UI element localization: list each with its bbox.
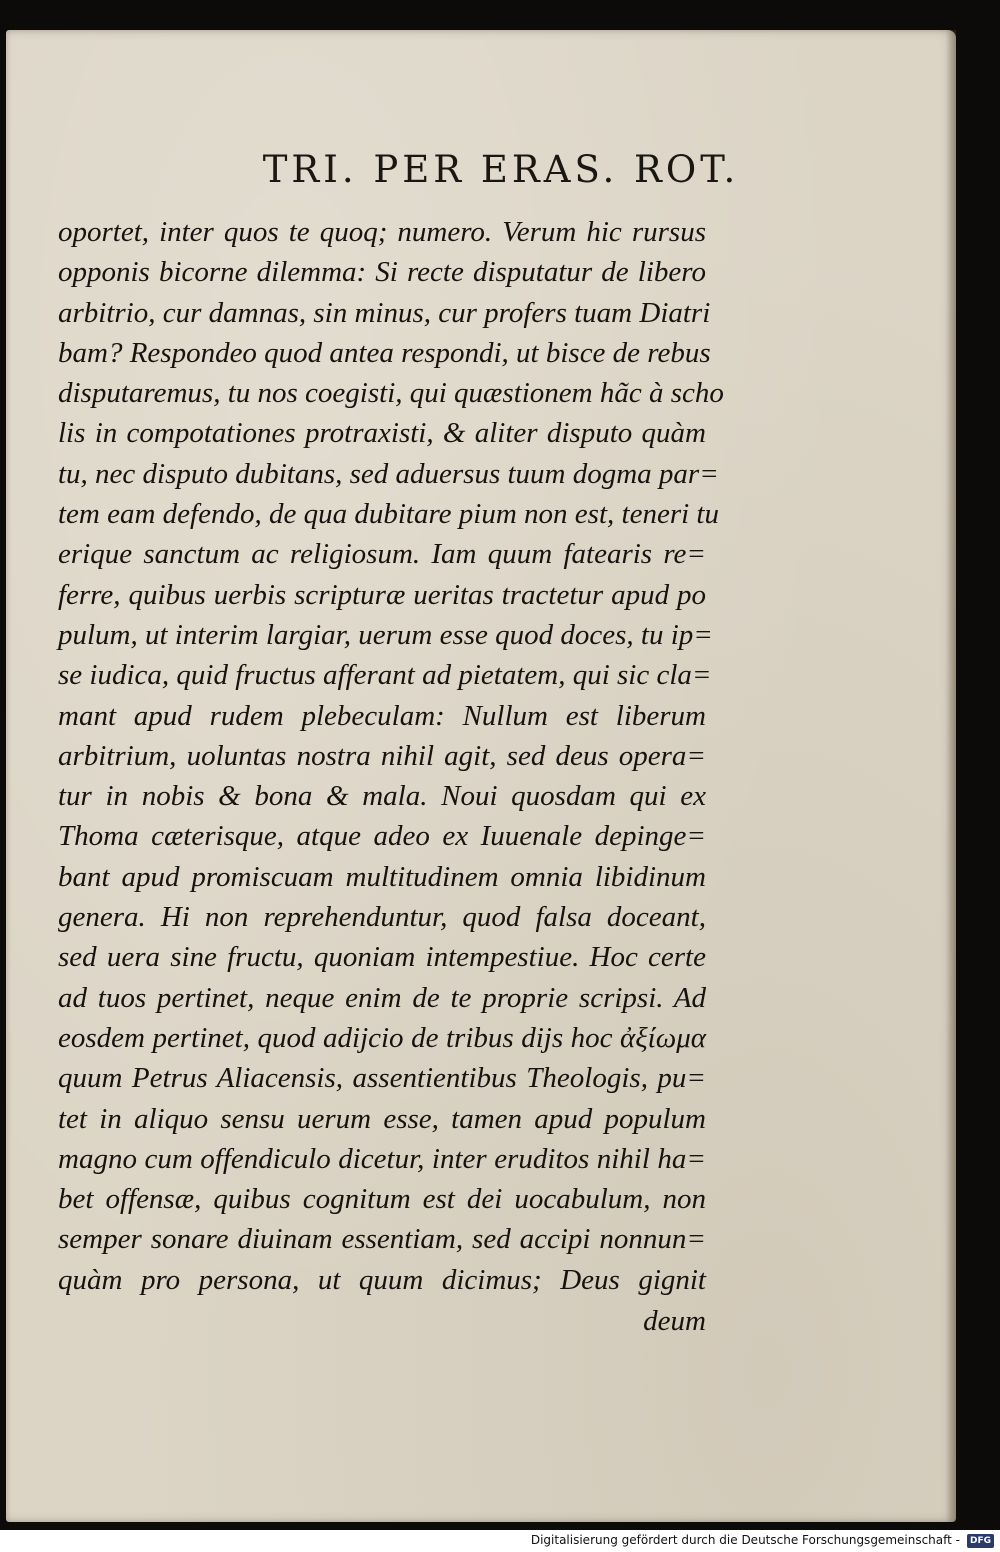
text-line: tu, nec disputo dubitans, sed aduersus tuum dogma par= (58, 457, 719, 490)
text-line: bam? Respondeo quod antea respondi, ut bisce de rebus (58, 336, 711, 369)
text-line: erique sanctum ac religiosum. Iam quum fatearis re= (58, 538, 706, 571)
text-line: magno cum offendiculo dicetur, inter eruditos nihil ha= (58, 1142, 706, 1175)
text-line: arbitrio, cur damnas, sin minus, cur profers tuam Diatri (58, 296, 711, 329)
text-line: disputaremus, tu nos coegisti, qui quæstionem hãc à scho (58, 377, 724, 410)
text-line: eosdem pertinet, quod adijcio de tribus dijs hoc ἀξίωμα (58, 1021, 706, 1054)
text-line: ad tuos pertinet, neque enim de te proprie scripsi. Ad (58, 981, 706, 1014)
dfg-logo: DFG (967, 1534, 994, 1548)
text-line: semper sonare diuinam essentiam, sed accipi nonnun= (58, 1223, 706, 1256)
text-line: mant apud rudem plebeculam: Nullum est liberum (58, 699, 706, 732)
catchword: deum (643, 1305, 706, 1337)
text-line: tet in aliquo sensu uerum esse, tamen apud populum (58, 1102, 706, 1135)
text-line: ferre, quibus uerbis scripturæ ueritas tractetur apud po (58, 578, 706, 611)
text-line: tem eam defendo, de qua dubitare pium non est, teneri tu (58, 498, 719, 531)
digitization-credit: Digitalisierung gefördert durch die Deutsche Forschungsgemeinschaft - (530, 1533, 960, 1547)
text-line: opponis bicorne dilemma: Si recte disputatur de libero (58, 256, 706, 289)
page-edge-shadow (946, 30, 956, 1522)
text-line: quum Petrus Aliacensis, assentientibus Theologis, pu= (58, 1062, 706, 1095)
body-text (58, 212, 724, 1300)
text-line: bant apud promiscuam multitudinem omnia libidinum (58, 860, 706, 893)
text-line: se iudica, quid fructus afferant ad pietatem, qui sic cla= (58, 659, 712, 692)
text-line: pulum, ut interim largiar, uerum esse quod doces, tu ip= (58, 618, 713, 651)
book-page (6, 30, 956, 1522)
text-line: bet offensæ, quibus cognitum est dei uocabulum, non (58, 1183, 706, 1216)
footer-bar (0, 1530, 1000, 1552)
text-line: genera. Hi non reprehenduntur, quod falsa doceant, (58, 901, 706, 934)
text-line: lis in compotationes protraxisti, & aliter disputo quàm (58, 417, 706, 450)
text-line: arbitrium, uoluntas nostra nihil agit, sed deus opera= (58, 739, 706, 772)
text-line: sed uera sine fructu, quoniam intempestiue. Hoc certe (58, 941, 706, 974)
text-line: quàm pro persona, ut quum dicimus; Deus gignit (58, 1263, 706, 1296)
text-line: Thoma cæterisque, atque adeo ex Iuuenale depinge= (58, 820, 706, 853)
text-line: oportet, inter quos te quoq; numero. Verum hic rursus (58, 216, 706, 248)
running-head: TRI. PER ERAS. ROT. (262, 148, 740, 191)
text-line: tur in nobis & bona & mala. Noui quosdam qui ex (58, 780, 706, 813)
